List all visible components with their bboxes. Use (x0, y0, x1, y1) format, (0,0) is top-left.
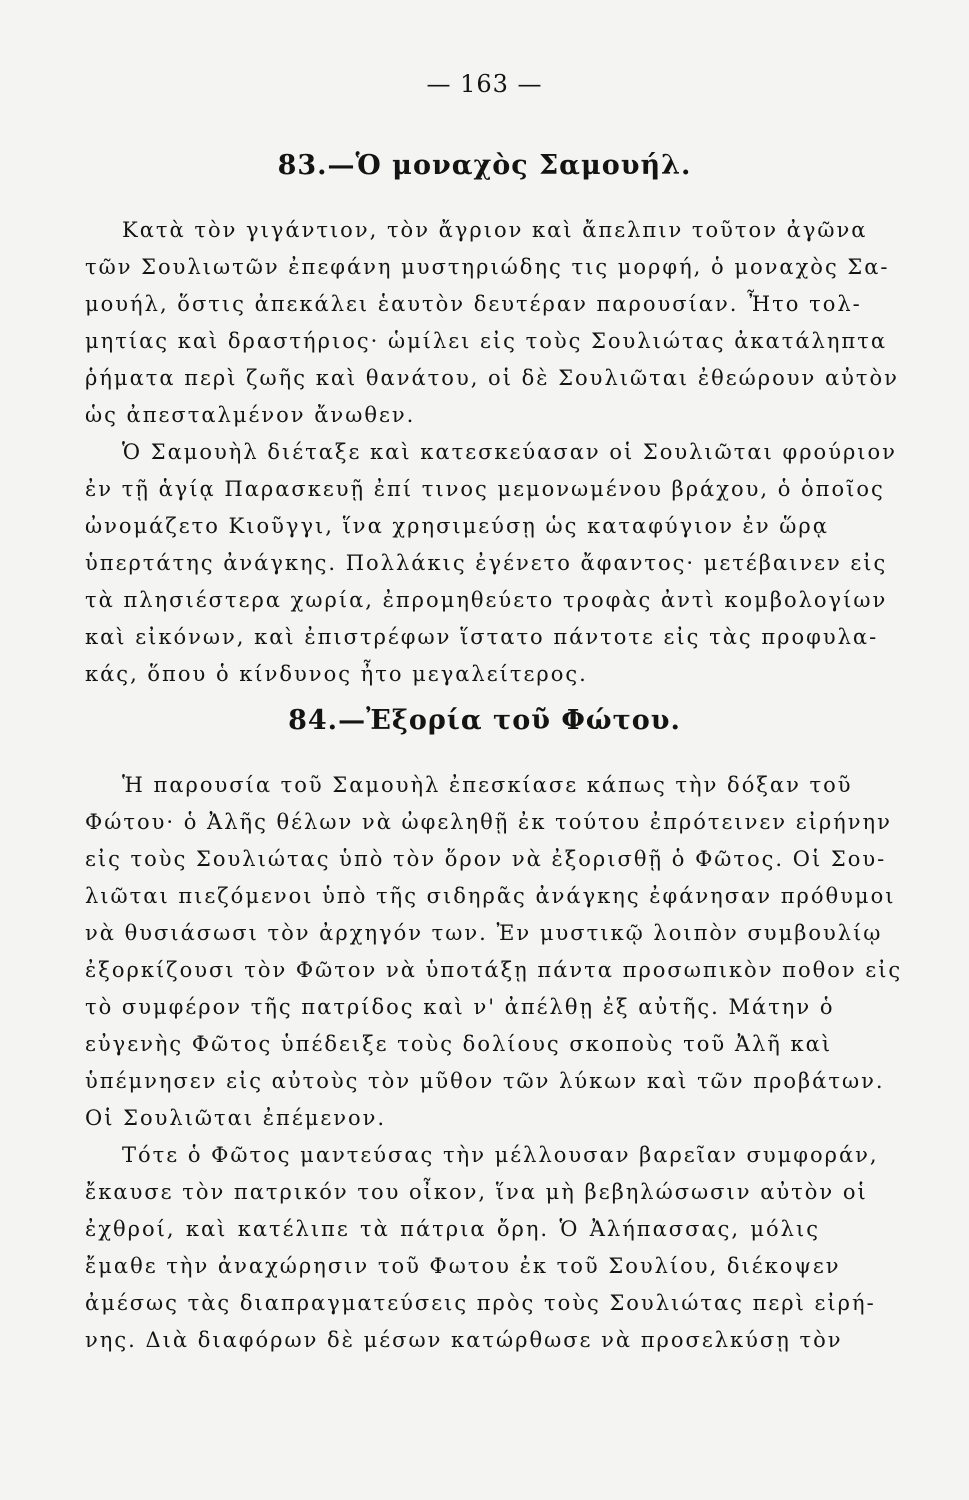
text-line: ἔμαθε τὴν ἀναχώρησιν τοῦ Φωτου ἐκ τοῦ Σουλίου, διέκοψεν (85, 1254, 841, 1278)
text-line: εἰς τοὺς Σουλιώτας ὑπὸ τὸν ὅρον νὰ ἐξορισθῇ ὁ Φῶτος. Οἱ Σου- (85, 847, 887, 871)
page-number: — 163 — (426, 70, 543, 98)
text-line: ἐχθροί, καὶ κατέλιπε τὰ πάτρια ὄρη. Ὁ Ἀλήπασσας, μόλις (85, 1217, 820, 1241)
text-line: μουήλ, ὅστις ἀπεκάλει ἑαυτὸν δευτέραν παρουσίαν. Ἦτο τολ- (85, 292, 862, 316)
text-line: Ὁ Σαμουὴλ διέταξε καὶ κατεσκεύασαν οἱ Σουλιῶται φρούριον (122, 440, 897, 464)
text-line: τὸ συμφέρον τῆς πατρίδος καὶ ν' ἀπέλθῃ ἐξ αὐτῆς. Μάτην ὁ (85, 995, 835, 1019)
text-line: νὰ θυσιάσωσι τὸν ἀρχηγόν των. Ἐν μυστικῷ λοιπὸν συμβουλίῳ (85, 921, 883, 945)
text-line: νης. Διὰ διαφόρων δὲ μέσων κατώρθωσε νὰ προσελκύσῃ τὸν (85, 1328, 843, 1352)
text-line: ἔκαυσε τὸν πατρικόν του οἶκον, ἵνα μὴ βεβηλώσωσιν αὐτὸν οἱ (85, 1180, 868, 1204)
text-line: Ἡ παρουσία τοῦ Σαμουὴλ ἐπεσκίασε κάπως τὴν δόξαν τοῦ (122, 773, 853, 797)
text-line: Οἱ Σουλιῶται ἐπέμενον. (85, 1106, 387, 1130)
text-line: ῥήματα περὶ ζωῆς καὶ θανάτου, οἱ δὲ Σουλιῶται ἐθεώρουν αὐτὸν (85, 366, 899, 390)
text-line: ἀμέσως τὰς διαπραγματεύσεις πρὸς τοὺς Σουλιώτας περὶ εἰρή- (85, 1291, 876, 1315)
text-line: ἐξορκίζουσι τὸν Φῶτον νὰ ὑποτάξῃ πάντα προσωπικὸν ποθον εἰς (85, 958, 903, 982)
text-line: Φώτου· ὁ Ἀλῆς θέλων νὰ ὠφεληθῇ ἐκ τούτου ἐπρότεινεν εἰρήνην (85, 810, 892, 834)
text-line: κάς, ὅπου ὁ κίνδυνος ἦτο μεγαλείτερος. (85, 662, 588, 686)
text-line: εὐγενὴς Φῶτος ὑπέδειξε τοὺς δολίους σκοποὺς τοῦ Ἀλῆ καὶ (85, 1032, 833, 1056)
text-line: ὑπερτάτης ἀνάγκης. Πολλάκις ἐγένετο ἄφαντος· μετέβαινεν εἰς (85, 551, 888, 575)
section-84-title: 84.—Ἐξορία τοῦ Φώτου. (288, 705, 681, 736)
text-line: ὡς ἀπεσταλμένον ἄνωθεν. (85, 403, 416, 427)
text-line: Κατὰ τὸν γιγάντιον, τὸν ἄγριον καὶ ἄπελπιν τοῦτον ἀγῶνα (122, 218, 868, 242)
text-line: ὠνομάζετο Κιοῦγγι, ἵνα χρησιμεύσῃ ὡς καταφύγιον ἐν ὥρᾳ (85, 514, 829, 538)
text-line: τὰ πλησιέστερα χωρία, ἐπρομηθεύετο τροφὰς ἀντὶ κομβολογίων (85, 588, 888, 612)
text-line: καὶ εἰκόνων, καὶ ἐπιστρέφων ἵστατο πάντοτε εἰς τὰς προφυλα- (85, 625, 879, 649)
text-line: ἐν τῇ ἁγίᾳ Παρασκευῇ ἐπί τινος μεμονωμένου βράχου, ὁ ὁποῖος (85, 477, 885, 501)
text-line: λιῶται πιεζόμενοι ὑπὸ τῆς σιδηρᾶς ἀνάγκης ἐφάνησαν πρόθυμοι (85, 884, 896, 908)
section-83-title: 83.—Ὁ μοναχὸς Σαμουήλ. (277, 150, 692, 181)
text-line: ὑπέμνησεν εἰς αὐτοὺς τὸν μῦθον τῶν λύκων καὶ τῶν προβάτων. (85, 1069, 885, 1093)
text-line: Τότε ὁ Φῶτος μαντεύσας τὴν μέλλουσαν βαρεῖαν συμφοράν, (122, 1143, 879, 1167)
text-line: μητίας καὶ δραστήριος· ὡμίλει εἰς τοὺς Σουλιώτας ἀκατάληπτα (85, 329, 888, 353)
text-line: τῶν Σουλιωτῶν ἐπεφάνη μυστηριώδης τις μορφή, ὁ μοναχὸς Σα- (85, 255, 890, 279)
